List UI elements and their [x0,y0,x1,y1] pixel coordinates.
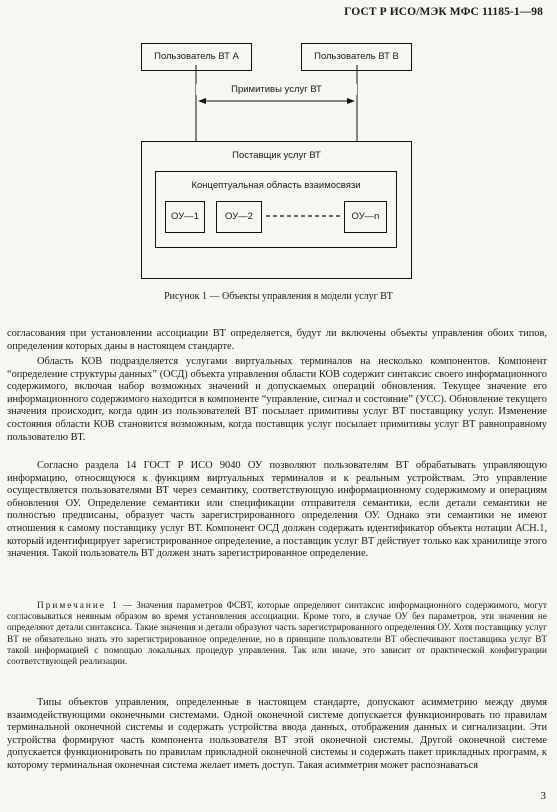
note-label: Примечание 1 [37,601,119,611]
page-number: 3 [540,790,546,802]
arrow-right-icon [347,98,355,104]
note-text: — Значения параметров ФСВТ, которые определяют синтаксис информационного содержимого, могут согласовываться неявным образом во время установления ассоциации. Кроме того, в случае ОУ без параметров, эти значения не определяют детали синтаксиса. Такие значения и детали образуют часть зарегистрированного определения ОУ. Хотя поставщику услуг ВТ не обязательно знать это зарегистрированное определение, но в принципе пользователи ВТ обеспечивают поставщика услуг ВТ такой информацией с помощью локальных процедур управления. Так или иначе, это зависит от практической конфигурации соответствующей реализации. [7,601,547,668]
paragraph-text: Типы объектов управления, определенные в настоящем стандарте, допускают асимметрию между двумя взаимодействующими оконечными системами. Одной оконечной системе допускается функционировать по правилам терминальной оконечной системы и содержать устройства ввода данных, отображения данных и сигнализации. Эти устройства формируют часть компонента пользователя ВТ этой оконечной системы. Другой оконечной системе допускается функционировать по правилам прикладной оконечной системы и содержать пакет прикладных программ, к которому терминальная оконечная система желает иметь доступ. Такая асимметрия может распознаваться [7,697,547,771]
provider-label: Поставщик услуг ВТ [232,150,321,161]
user-b-box [301,43,412,71]
arrow-left-icon [198,98,206,104]
user-b-label: Пользователь ВТ В [314,51,399,62]
body-paragraph-2 [7,356,547,444]
ou-2-label: ОУ—2 [225,211,253,222]
user-a-label: Пользователь ВТ А [154,51,239,62]
note-1 [7,601,547,668]
body-paragraph-4 [7,697,547,773]
figure-1 [0,0,557,320]
ou-1-label: ОУ—1 [171,211,199,222]
user-a-box [141,43,252,71]
paragraph-text: Область КОВ подразделяется услугами виртуальных терминалов на несколько компонентов. Компонент “определение структуры данных” (ОСД) объекта управления области КОВ содержит синтаксис своего информационного содержимого, включая набор возможных значений и допускаемых операций обновления. Текущее значение его информационного содержимого находится в компоненте “управление, сигнал и состояние” (УСС). Обновление текущего значения происходит, когда один из пользователей ВТ посылает примитивы услуг ВТ поставщику услуг. Изменение состояния области КОВ становится возможным, когда поставщик услуг посылает примитивы услуг ВТ равноправному пользователю ВТ. [7,356,547,443]
ou-2-box [216,201,262,233]
conceptual-area-label: Концептуальная область взаимосвязи [191,180,361,191]
figure-caption: Рисунок 1 — Объекты управления в модели услуг ВТ [164,291,393,302]
ou-1-box [165,201,205,233]
paragraph-text: Согласно раздела 14 ГОСТ Р ИСО 9040 ОУ позволяют пользователям ВТ обрабатывать управляющую информацию, относящуюся к функциям виртуальных терминалов и к реальным устройствам. Это управление осуществляется пользователями ВТ через семантику, соответствующую информационному содержимому и операциям обновления ОУ. Определение семантики или спецификации отправителя семантики, если детали семантики не полностью предписаны, образует часть зарегистрированного определения ОУ. Однако эти семантики не имеют отношения к самому поставщику услуг ВТ. Компонент ОСД должен содержать идентификатор объекта нотации АСН.1, который идентифицирует зарегистрированное определение, а поставщик услуг ВТ действует только как хранилище этого значения. Такой пользователь ВТ должен знать зарегистрированное определение. [7,460,547,560]
document-header: ГОСТ Р ИСО/МЭК МФС 11185-1—98 [344,6,543,18]
ou-n-label: ОУ—n [351,211,380,222]
note-paragraph [7,601,547,668]
primitives-label: Примитивы услуг ВТ [196,84,357,95]
body-paragraph-3 [7,460,547,561]
ou-n-box [344,201,387,233]
paragraph-text: согласования при установлении ассоциации ВТ определяется, будут ли включены объекты управления обоих типов, определения которых даны в настоящем стандарте. [7,328,547,352]
body-paragraph-1 [7,328,547,353]
